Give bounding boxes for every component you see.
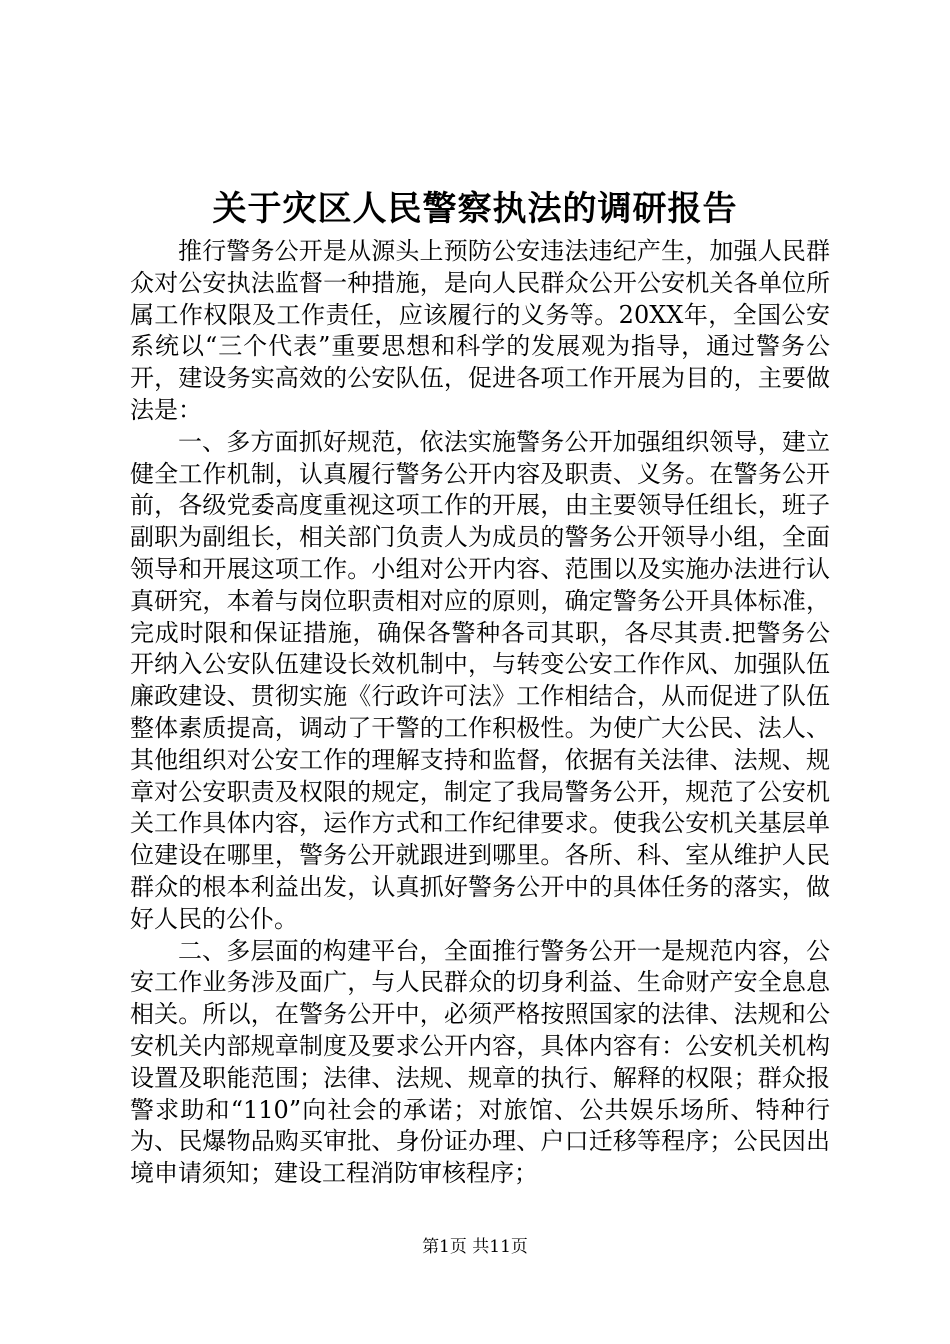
paragraph-section-two: 二、多层面的构建平台，全面推行警务公开一是规范内容，公安工作业务涉及面广，与人民群众的切身利益、生命财产安全息息相关。所以，在警务公开中，必须严格按照国家的法律、法规和公安机关内部规章制度及要求公开内容，具体内容有：公安机关机构设置及职能范围；法律、法规、规章的执行、解释的权限；群众报警求助和“110”向社会的承诺；对旅馆、公共娱乐场所、特种行为、民爆物品购买审批、身份证办理、户口迁移等程序；公民因出境申请须知；建设工程消防审核程序； — [130, 936, 830, 1188]
document-title: 关于灾区人民警察执法的调研报告 — [212, 189, 738, 229]
document-body — [130, 236, 830, 1190]
paragraph-intro: 推行警务公开是从源头上预防公安违法违纪产生，加强人民群众对公安执法监督一种措施，是向人民群众公开公安机关各单位所属工作权限及工作责任，应该履行的义务等。20XX年，全国公安系统以“三个代表”重要思想和科学的发展观为指导，通过警务公开，建设务实高效的公安队伍，促进各项工作开展为目的，主要做法是： — [130, 237, 830, 424]
page-footer: 第1页 共11页 — [422, 1237, 528, 1257]
paragraph-section-one: 一、多方面抓好规范，依法实施警务公开加强组织领导，建立健全工作机制，认真履行警务公开内容及职责、义务。在警务公开前，各级党委高度重视这项工作的开展，由主要领导任组长，班子副职为副组长，相关部门负责人为成员的警务公开领导小组，全面领导和开展这项工作。小组对公开内容、范围以及实施办法进行认真研究，本着与岗位职责相对应的原则，确定警务公开具体标准，完成时限和保证措施，确保各警种各司其职，各尽其责.把警务公开纳入公安队伍建设长效机制中，与转变公安工作作风、加强队伍廉政建设、贯彻实施《行政许可法》工作相结合，从而促进了队伍整体素质提高，调动了干警的工作积极性。为使广大公民、法人、其他组织对公安工作的理解支持和监督，依据有关法律、法规、规章对公安职责及权限的规定，制定了我局警务公开，规范了公安机关工作具体内容，运作方式和工作纪律要求。使我公安机关基层单位建设在哪里，警务公开就跟进到哪里。各所、科、室从维护人民群众的根本利益出发，认真抓好警务公开中的具体任务的落实，做好人民的公仆。 — [130, 427, 830, 933]
